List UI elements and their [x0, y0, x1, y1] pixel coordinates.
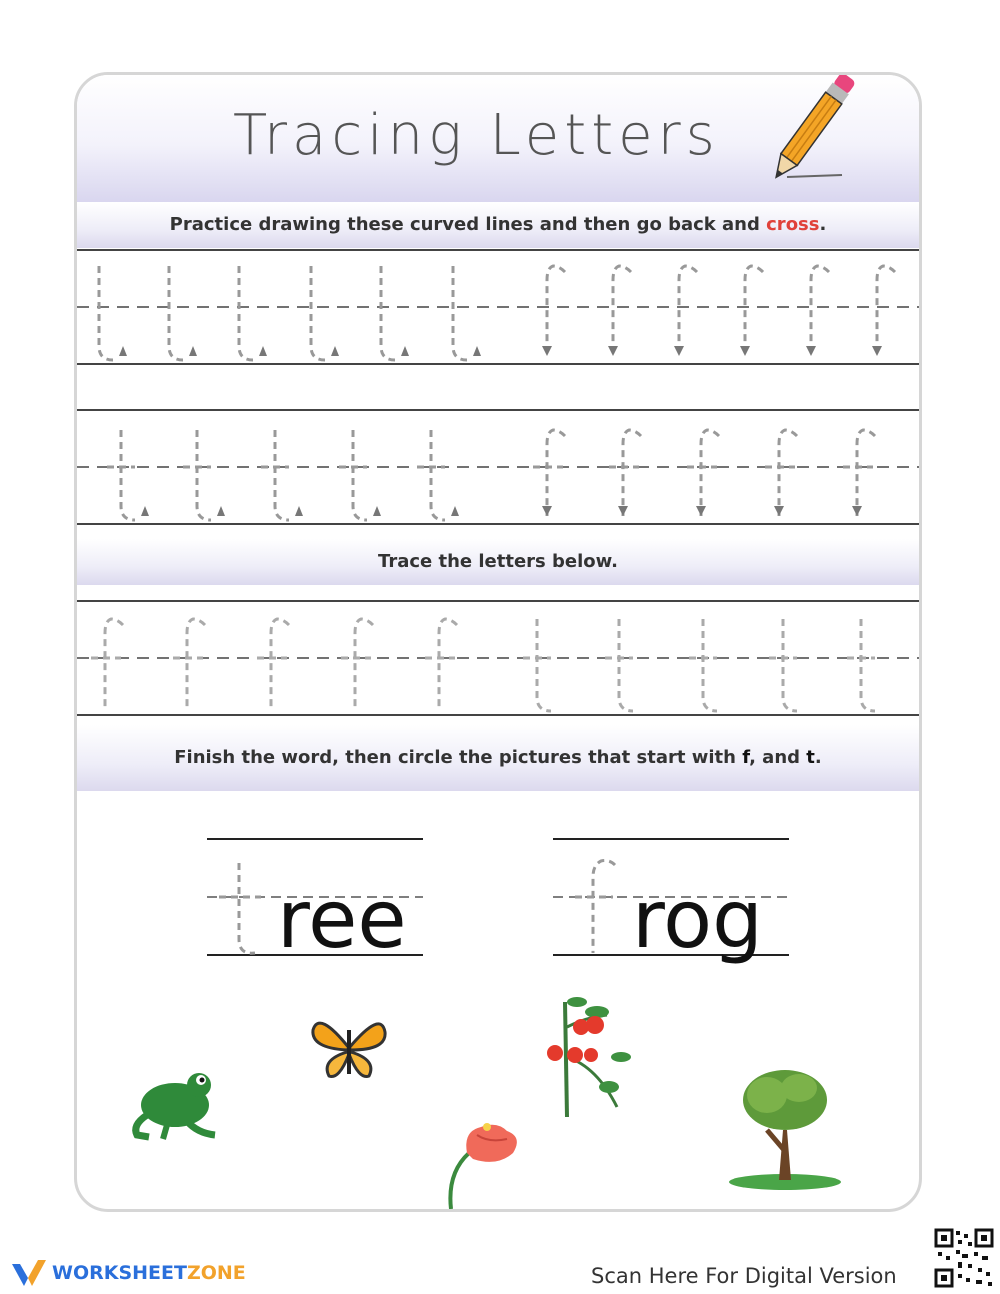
instruction-finish: [77, 725, 919, 791]
arrow-icon: [295, 506, 303, 516]
trace-letter-t: [537, 619, 551, 711]
brand-first: WORKSHEET: [52, 1262, 187, 1284]
tomato-plant-picture[interactable]: [547, 997, 642, 1122]
butterfly-picture[interactable]: [309, 1010, 389, 1085]
arrow-icon: [542, 346, 552, 356]
pencil-icon: [767, 72, 877, 195]
trace-letter-f: [575, 861, 615, 954]
worksheetzone-logo-icon: [10, 1252, 50, 1292]
word-frog-rest: rog: [632, 873, 763, 966]
brand-second: ZONE: [186, 1262, 246, 1284]
arrow-icon: [696, 506, 706, 516]
trace-letter-t: [239, 266, 253, 360]
worksheet-header: [77, 75, 919, 202]
trace-letter-t: [453, 266, 467, 360]
scan-label: Scan Here For Digital Version: [591, 1264, 897, 1288]
arrow-icon: [141, 506, 149, 516]
trace-letter-f: [623, 430, 641, 516]
trace-letter-t: [861, 619, 875, 711]
trace-letter-f: [701, 430, 719, 516]
trace-letter-t: [703, 619, 717, 711]
arrow-icon: [618, 506, 628, 516]
trace-letter-f: [547, 266, 565, 356]
trace-letter-t: [197, 430, 211, 520]
arrow-icon: [608, 346, 618, 356]
frog-picture[interactable]: [127, 1055, 227, 1145]
tracing-row-1[interactable]: [77, 248, 919, 368]
instruction-letter-t: t: [806, 747, 815, 768]
instruction-letter-f: f: [742, 747, 750, 768]
trace-letter-f: [439, 619, 457, 711]
trace-letter-f: [547, 430, 565, 516]
trace-letter-t: [169, 266, 183, 360]
trace-letter-t: [219, 863, 261, 953]
worksheet-frame: [74, 72, 922, 1212]
word-tree-rest: ree: [277, 873, 407, 966]
trace-letter-t: [121, 430, 135, 520]
arrow-icon: [674, 346, 684, 356]
arrow-icon: [189, 346, 197, 356]
trace-letter-f: [857, 430, 875, 516]
trace-letter-f: [779, 430, 797, 516]
arrow-icon: [806, 346, 816, 356]
instruction-finish-mid: , and: [749, 747, 807, 768]
trace-letter-t: [783, 619, 797, 711]
trace-letter-t: [275, 430, 289, 520]
trace-letter-t: [381, 266, 395, 360]
tracing-row-2[interactable]: [77, 408, 919, 528]
arrow-icon: [473, 346, 481, 356]
trace-letter-f: [877, 266, 895, 356]
trace-letter-t: [619, 619, 633, 711]
instruction-finish-end: .: [814, 747, 822, 768]
arrow-icon: [259, 346, 267, 356]
arrow-icon: [542, 506, 552, 516]
instruction-trace: Trace the letters below.: [77, 539, 919, 585]
trace-letter-f: [679, 266, 697, 356]
arrow-icon: [740, 346, 750, 356]
trace-letter-f: [105, 619, 123, 711]
flower-picture[interactable]: [437, 1113, 527, 1212]
instruction-curved-end: .: [819, 214, 827, 235]
qr-code-icon[interactable]: [934, 1228, 994, 1288]
tree-picture[interactable]: [727, 1060, 842, 1190]
arrow-icon: [451, 506, 459, 516]
arrow-icon: [331, 346, 339, 356]
trace-letter-t: [431, 430, 445, 520]
tracing-row-3[interactable]: [77, 599, 919, 717]
instruction-curved: [77, 202, 919, 248]
trace-letter-f: [187, 619, 205, 711]
arrow-icon: [401, 346, 409, 356]
instruction-cross-word: cross: [766, 214, 820, 235]
instruction-curved-text: Practice drawing these curved lines and then go back and: [169, 214, 767, 235]
trace-letter-t: [311, 266, 325, 360]
arrow-icon: [774, 506, 784, 516]
trace-letter-t: [353, 430, 367, 520]
trace-letter-f: [613, 266, 631, 356]
trace-letter-f: [355, 619, 373, 711]
trace-letter-f: [811, 266, 829, 356]
trace-letter-t: [99, 266, 113, 360]
arrow-icon: [217, 506, 225, 516]
trace-letter-f: [745, 266, 763, 356]
trace-letter-f: [271, 619, 289, 711]
arrow-icon: [852, 506, 862, 516]
arrow-icon: [119, 346, 127, 356]
arrow-icon: [872, 346, 882, 356]
page-title: Tracing Letters: [233, 103, 720, 168]
brand-name[interactable]: [52, 1262, 246, 1284]
arrow-icon: [373, 506, 381, 516]
instruction-finish-text: Finish the word, then circle the pictures that start with: [174, 747, 743, 768]
